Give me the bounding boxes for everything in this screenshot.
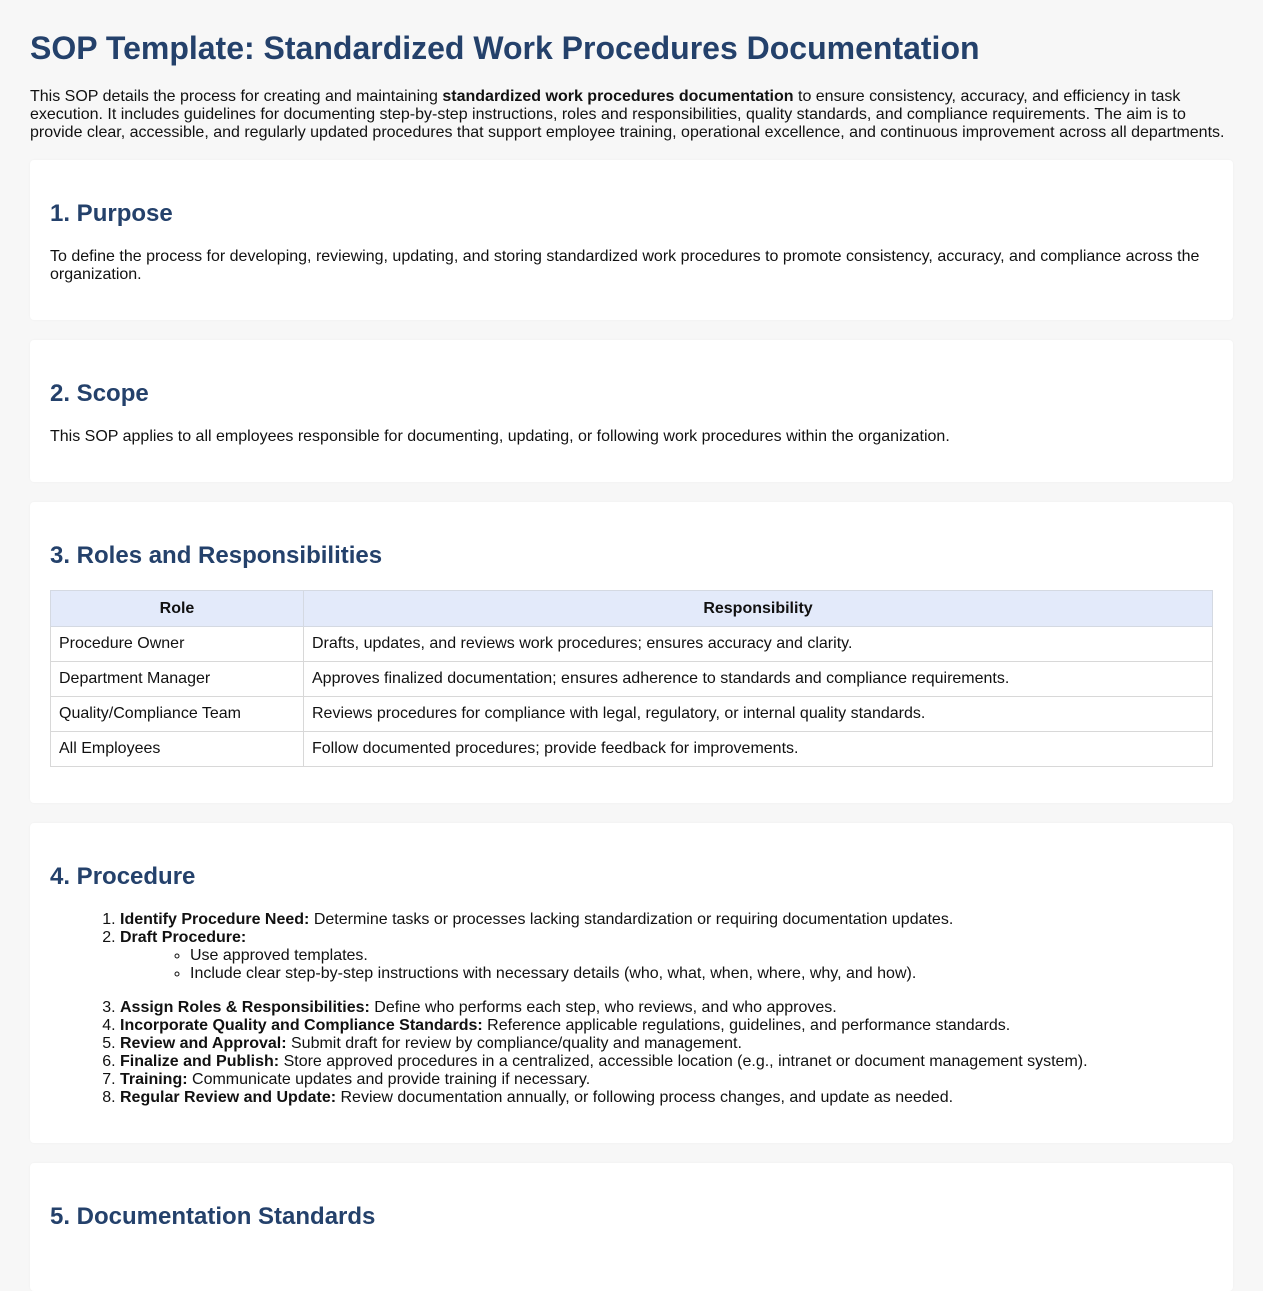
list-item: ◦ Use approved templates. xyxy=(190,947,1213,965)
list-item xyxy=(120,1071,1213,1089)
list-item xyxy=(120,911,1213,929)
table-header-row xyxy=(51,591,1213,627)
step-text: Reference applicable regulations, guidelines, and performance standards. xyxy=(482,1017,1011,1034)
purpose-heading: 1. Purpose xyxy=(50,200,173,227)
step-text: Define who performs each step, who reviews, and who approves. xyxy=(369,999,837,1016)
draft-substeps-list xyxy=(120,947,1213,983)
step-text: Store approved procedures in a centralized, accessible location (e.g., intranet or document management system). xyxy=(279,1053,1088,1070)
step-text: Submit draft for review by compliance/quality and management. xyxy=(286,1035,742,1052)
scope-text: This SOP applies to all employees responsible for documenting, updating, or following work procedures within the organization. xyxy=(50,428,950,445)
column-header-responsibility: Responsibility xyxy=(304,591,1213,627)
responsibility-cell: Reviews procedures for compliance with legal, regulatory, or internal quality standards. xyxy=(304,697,1213,732)
roles-heading: 3. Roles and Responsibilities xyxy=(50,542,383,569)
step-label: Incorporate Quality and Compliance Standards: xyxy=(120,1017,483,1034)
step-label: Training: xyxy=(120,1071,188,1088)
role-cell: All Employees xyxy=(51,732,304,767)
step-text: Review documentation annually, or following process changes, and update as needed. xyxy=(336,1089,954,1106)
step-label: Assign Roles & Responsibilities: xyxy=(120,999,370,1016)
column-header-role: Role xyxy=(51,591,304,627)
scope-section xyxy=(30,340,1233,482)
step-label: Review and Approval: xyxy=(120,1035,287,1052)
documentation-standards-section xyxy=(30,1163,1233,1291)
role-cell: Department Manager xyxy=(51,662,304,697)
step-text: Determine tasks or processes lacking standardization or requiring documentation updates. xyxy=(309,911,954,928)
step-label: Draft Procedure: xyxy=(120,929,247,946)
intro-text-end: to ensure consistency, accuracy, and efficiency in task execution. It includes guidelines for documenting step-by-step instructions, roles and responsibilities, quality standards, and compliance requirements. The aim is to provide clear, accessible, and regularly updated procedures that support employee training, operational excellence, and continuous improvement across all departments. xyxy=(30,88,1225,141)
role-cell: Procedure Owner xyxy=(51,627,304,662)
list-item xyxy=(120,1017,1213,1035)
step-label: Finalize and Publish: xyxy=(120,1053,280,1070)
roles-table xyxy=(50,590,1213,767)
step-label: Regular Review and Update: xyxy=(120,1089,337,1106)
roles-section xyxy=(30,502,1233,803)
procedure-steps-list xyxy=(50,911,1213,1107)
purpose-text: To define the process for developing, reviewing, updating, and storing standardized work procedures to promote consistency, accuracy, and compliance across the organization. xyxy=(50,248,1200,283)
list-item xyxy=(120,929,1213,983)
purpose-section xyxy=(30,160,1233,320)
table-row xyxy=(51,697,1213,732)
intro-emphasis: standardized work procedures documentation xyxy=(442,88,794,105)
intro-paragraph xyxy=(30,88,1233,142)
procedure-section xyxy=(30,823,1233,1143)
table-row xyxy=(51,662,1213,697)
responsibility-cell: Drafts, updates, and reviews work procedures; ensures accuracy and clarity. xyxy=(304,627,1213,662)
scope-heading: 2. Scope xyxy=(50,380,149,407)
step-text: Communicate updates and provide training if necessary. xyxy=(187,1071,591,1088)
table-row xyxy=(51,732,1213,767)
list-item xyxy=(120,1053,1213,1071)
list-item xyxy=(120,1089,1213,1107)
role-cell: Quality/Compliance Team xyxy=(51,697,304,732)
step-label: Identify Procedure Need: xyxy=(120,911,310,928)
documentation-standards-heading: 5. Documentation Standards xyxy=(50,1203,376,1230)
responsibility-cell: Approves finalized documentation; ensures adherence to standards and compliance requirements. xyxy=(304,662,1213,697)
procedure-heading: 4. Procedure xyxy=(50,863,196,890)
list-item xyxy=(120,1035,1213,1053)
intro-text-start: This SOP details the process for creating and maintaining xyxy=(30,88,443,105)
responsibility-cell: Follow documented procedures; provide feedback for improvements. xyxy=(304,732,1213,767)
list-item: ◦ Include clear step-by-step instructions with necessary details (who, what, when, where, why, and how). xyxy=(190,965,1213,983)
table-row xyxy=(51,627,1213,662)
list-item xyxy=(120,999,1213,1017)
page-title: SOP Template: Standardized Work Procedures Documentation xyxy=(30,30,980,66)
